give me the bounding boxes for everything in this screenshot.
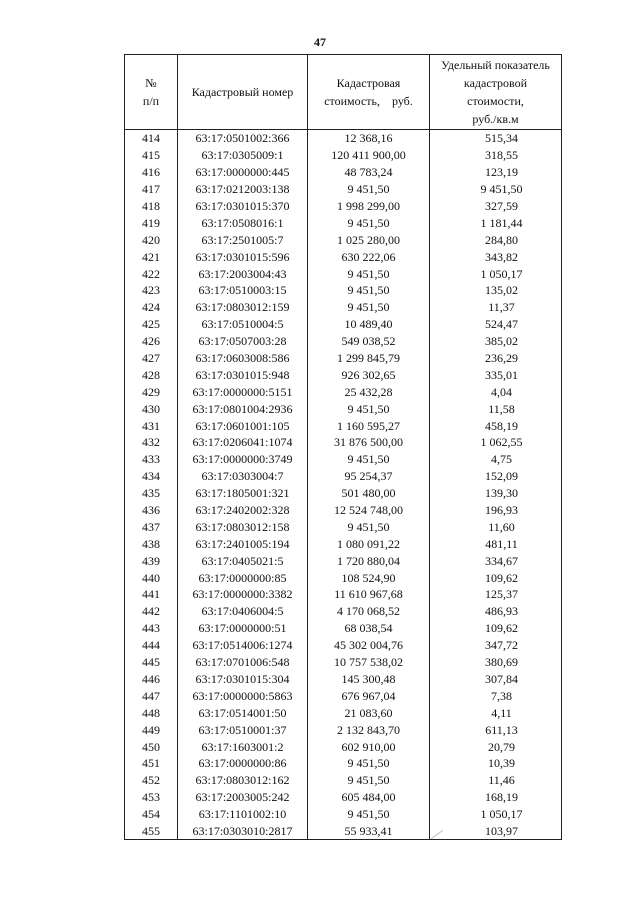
cell-specific-value: 335,01 [430,366,562,383]
cell-row-number: 444 [125,637,178,654]
header-text: стоимость, руб. [324,94,413,108]
cell-specific-value: 4,11 [430,704,562,721]
cell-specific-value: 515,34 [430,130,562,147]
cell-cadastral-value: 12 368,16 [308,130,430,147]
cell-row-number: 449 [125,721,178,738]
cell-row-number: 424 [125,299,178,316]
cell-row-number: 425 [125,316,178,333]
cell-cadastral-number: 63:17:2003005:242 [178,789,308,806]
cell-cadastral-value: 605 484,00 [308,789,430,806]
cell-row-number: 443 [125,620,178,637]
cell-specific-value: 458,19 [430,417,562,434]
cell-specific-value: 1 050,17 [430,806,562,823]
cell-cadastral-value: 11 610 967,68 [308,586,430,603]
cell-specific-value: 20,79 [430,738,562,755]
cell-specific-value: 481,11 [430,535,562,552]
cell-specific-value: 139,30 [430,485,562,502]
table-row [125,316,562,333]
cell-cadastral-value: 9 451,50 [308,400,430,417]
cell-cadastral-value: 9 451,50 [308,214,430,231]
cell-specific-value: 236,29 [430,350,562,367]
table-row [125,366,562,383]
table-row [125,704,562,721]
cell-cadastral-value: 120 411 900,00 [308,147,430,164]
cell-specific-value: 109,62 [430,620,562,637]
cell-specific-value: 7,38 [430,687,562,704]
cell-cadastral-number: 63:17:0501002:366 [178,130,308,147]
cell-specific-value: 10,39 [430,755,562,772]
cell-specific-value: 103,97 [430,823,562,840]
cell-cadastral-number: 63:17:0514001:50 [178,704,308,721]
cell-row-number: 441 [125,586,178,603]
header-text: Кадастровый номер [191,85,294,99]
cell-cadastral-value: 95 254,37 [308,468,430,485]
cell-cadastral-number: 63:17:2402002:328 [178,502,308,519]
cell-specific-value: 11,46 [430,772,562,789]
table-row [125,248,562,265]
table-row [125,637,562,654]
cell-cadastral-value: 25 432,28 [308,383,430,400]
cell-cadastral-value: 10 489,40 [308,316,430,333]
cell-specific-value: 4,04 [430,383,562,400]
cell-specific-value: 4,75 [430,451,562,468]
table-row [125,738,562,755]
cell-cadastral-value: 10 757 538,02 [308,654,430,671]
cell-cadastral-number: 63:17:1603001:2 [178,738,308,755]
cell-row-number: 430 [125,400,178,417]
table-row [125,181,562,198]
cell-cadastral-value: 9 451,50 [308,772,430,789]
cell-cadastral-number: 63:17:0803012:159 [178,299,308,316]
cell-cadastral-number: 63:17:0801004:2936 [178,400,308,417]
table-row [125,654,562,671]
cell-cadastral-number: 63:17:0301015:304 [178,671,308,688]
cell-specific-value: 486,93 [430,603,562,620]
header-text: п/п [142,94,160,108]
table-row [125,333,562,350]
table-row [125,282,562,299]
cell-cadastral-value: 68 038,54 [308,620,430,637]
table-row [125,383,562,400]
table-row [125,569,562,586]
cell-cadastral-number: 63:17:0514006:1274 [178,637,308,654]
cell-cadastral-value: 9 451,50 [308,282,430,299]
cell-row-number: 453 [125,789,178,806]
cell-row-number: 428 [125,366,178,383]
cell-specific-value: 11,37 [430,299,562,316]
table-body [125,130,562,840]
table-row [125,350,562,367]
cell-specific-value: 611,13 [430,721,562,738]
table-row [125,620,562,637]
table-row [125,485,562,502]
cell-row-number: 451 [125,755,178,772]
table-row [125,147,562,164]
cell-cadastral-value: 9 451,50 [308,265,430,282]
cell-specific-value: 9 451,50 [430,181,562,198]
table-row [125,603,562,620]
cell-row-number: 445 [125,654,178,671]
cell-row-number: 455 [125,823,178,840]
table-row [125,451,562,468]
cell-row-number: 454 [125,806,178,823]
cell-cadastral-number: 63:17:0303004:7 [178,468,308,485]
cell-cadastral-value: 108 524,90 [308,569,430,586]
cell-cadastral-number: 63:17:0212003:138 [178,181,308,198]
cell-cadastral-value: 1 025 280,00 [308,231,430,248]
table-row [125,586,562,603]
cell-row-number: 431 [125,417,178,434]
cell-specific-value: 11,60 [430,518,562,535]
cell-specific-value: 318,55 [430,147,562,164]
cell-row-number: 415 [125,147,178,164]
cell-row-number: 434 [125,468,178,485]
cell-row-number: 450 [125,738,178,755]
cell-cadastral-value: 4 170 068,52 [308,603,430,620]
cell-cadastral-number: 63:17:0405021:5 [178,552,308,569]
table-row [125,552,562,569]
cell-row-number: 440 [125,569,178,586]
table-row [125,231,562,248]
header-text: стоимости, [467,94,524,108]
table-row [125,755,562,772]
table-row [125,772,562,789]
cell-row-number: 437 [125,518,178,535]
cell-row-number: 429 [125,383,178,400]
cell-specific-value: 347,72 [430,637,562,654]
cell-row-number: 438 [125,535,178,552]
table-row [125,130,562,147]
cell-cadastral-number: 63:17:0303010:2817 [178,823,308,840]
cell-cadastral-number: 63:17:2401005:194 [178,535,308,552]
cell-row-number: 418 [125,198,178,215]
table-row [125,806,562,823]
cell-cadastral-number: 63:17:0301015:370 [178,198,308,215]
cell-row-number: 422 [125,265,178,282]
table-row [125,299,562,316]
cell-cadastral-number: 63:17:1101002:10 [178,806,308,823]
cell-cadastral-value: 9 451,50 [308,806,430,823]
cell-cadastral-value: 2 132 843,70 [308,721,430,738]
cell-specific-value: 284,80 [430,231,562,248]
cell-cadastral-number: 63:17:2003004:43 [178,265,308,282]
cell-row-number: 421 [125,248,178,265]
cell-row-number: 419 [125,214,178,231]
cell-row-number: 423 [125,282,178,299]
cell-specific-value: 152,09 [430,468,562,485]
cell-row-number: 446 [125,671,178,688]
cell-specific-value: 1 062,55 [430,434,562,451]
table-row [125,434,562,451]
cell-cadastral-number: 63:17:0803012:162 [178,772,308,789]
cell-cadastral-number: 63:17:0510003:15 [178,282,308,299]
cell-cadastral-value: 9 451,50 [308,518,430,535]
cell-cadastral-number: 63:17:0000000:3749 [178,451,308,468]
cell-row-number: 414 [125,130,178,147]
cell-cadastral-value: 9 451,50 [308,755,430,772]
cell-cadastral-value: 926 302,65 [308,366,430,383]
cell-specific-value: 109,62 [430,569,562,586]
header-row-number [125,55,178,130]
cell-row-number: 439 [125,552,178,569]
cell-cadastral-value: 1 160 595,27 [308,417,430,434]
cell-cadastral-number: 63:17:0301015:948 [178,366,308,383]
table-row [125,468,562,485]
cell-row-number: 435 [125,485,178,502]
cell-cadastral-value: 1 080 091,22 [308,535,430,552]
cell-cadastral-value: 1 998 299,00 [308,198,430,215]
header-text: № [145,76,157,90]
cell-row-number: 432 [125,434,178,451]
table-row [125,721,562,738]
cell-row-number: 442 [125,603,178,620]
cell-cadastral-value: 9 451,50 [308,181,430,198]
table-header-row [125,55,562,130]
header-cadastral-value [308,55,430,130]
cell-cadastral-value: 55 933,41 [308,823,430,840]
cell-cadastral-number: 63:17:0507003:28 [178,333,308,350]
cadastral-value-table [124,54,562,840]
table-row [125,214,562,231]
cell-cadastral-number: 63:17:0301015:596 [178,248,308,265]
cell-row-number: 447 [125,687,178,704]
cell-cadastral-number: 63:17:0000000:5151 [178,383,308,400]
cell-cadastral-value: 1 720 880,04 [308,552,430,569]
cell-row-number: 427 [125,350,178,367]
table-row [125,502,562,519]
page-number: 47 [314,35,326,49]
cell-row-number: 433 [125,451,178,468]
cell-row-number: 436 [125,502,178,519]
cell-cadastral-number: 63:17:0000000:445 [178,164,308,181]
table-row [125,417,562,434]
cell-specific-value: 307,84 [430,671,562,688]
cell-cadastral-number: 63:17:0603008:586 [178,350,308,367]
table-row [125,687,562,704]
cell-cadastral-value: 21 083,60 [308,704,430,721]
cell-cadastral-number: 63:17:0206041:1074 [178,434,308,451]
cell-cadastral-number: 63:17:0000000:5863 [178,687,308,704]
cell-cadastral-number: 63:17:0000000:86 [178,755,308,772]
cell-cadastral-number: 63:17:0803012:158 [178,518,308,535]
cell-cadastral-value: 9 451,50 [308,451,430,468]
header-text: руб./кв.м [472,112,519,126]
cell-cadastral-value: 48 783,24 [308,164,430,181]
cell-row-number: 420 [125,231,178,248]
cell-cadastral-number: 63:17:0701006:548 [178,654,308,671]
header-text: Удельный показатель [441,58,550,72]
cell-cadastral-value: 602 910,00 [308,738,430,755]
cell-specific-value: 123,19 [430,164,562,181]
header-cadastral-number [178,55,308,130]
header-text: Кадастровая [336,76,401,90]
table-row [125,518,562,535]
table-row [125,400,562,417]
cell-specific-value: 327,59 [430,198,562,215]
cell-cadastral-number: 63:17:0305009:1 [178,147,308,164]
cell-cadastral-value: 1 299 845,79 [308,350,430,367]
cell-cadastral-number: 63:17:0000000:3382 [178,586,308,603]
cell-cadastral-number: 63:17:0601001:105 [178,417,308,434]
cell-cadastral-value: 676 967,04 [308,687,430,704]
cell-specific-value: 11,58 [430,400,562,417]
cell-specific-value: 1 050,17 [430,265,562,282]
cell-cadastral-number: 63:17:0510004:5 [178,316,308,333]
cell-cadastral-value: 12 524 748,00 [308,502,430,519]
table-row [125,823,562,840]
cell-cadastral-value: 31 876 500,00 [308,434,430,451]
cell-specific-value: 196,93 [430,502,562,519]
cell-row-number: 452 [125,772,178,789]
cell-cadastral-value: 145 300,48 [308,671,430,688]
header-text: кадастровой [463,76,528,90]
table-row [125,164,562,181]
cell-cadastral-value: 549 038,52 [308,333,430,350]
cell-cadastral-number: 63:17:0406004:5 [178,603,308,620]
cell-row-number: 448 [125,704,178,721]
cell-cadastral-number: 63:17:0510001:37 [178,721,308,738]
cell-row-number: 416 [125,164,178,181]
cell-specific-value: 524,47 [430,316,562,333]
cell-row-number: 417 [125,181,178,198]
cell-cadastral-number: 63:17:0508016:1 [178,214,308,231]
cell-specific-value: 135,02 [430,282,562,299]
header-specific-value [430,55,562,130]
cell-cadastral-number: 63:17:0000000:85 [178,569,308,586]
table-row [125,671,562,688]
cell-cadastral-value: 630 222,06 [308,248,430,265]
cell-cadastral-number: 63:17:1805001:321 [178,485,308,502]
cell-specific-value: 385,02 [430,333,562,350]
table-row [125,265,562,282]
table-row [125,198,562,215]
cell-specific-value: 168,19 [430,789,562,806]
table-row [125,789,562,806]
cell-cadastral-value: 45 302 004,76 [308,637,430,654]
cell-specific-value: 125,37 [430,586,562,603]
cell-row-number: 426 [125,333,178,350]
cell-cadastral-value: 9 451,50 [308,299,430,316]
cell-specific-value: 380,69 [430,654,562,671]
table-row [125,535,562,552]
cell-specific-value: 334,67 [430,552,562,569]
cell-specific-value: 343,82 [430,248,562,265]
cell-cadastral-number: 63:17:2501005:7 [178,231,308,248]
cell-specific-value: 1 181,44 [430,214,562,231]
cell-cadastral-number: 63:17:0000000:51 [178,620,308,637]
cell-cadastral-value: 501 480,00 [308,485,430,502]
